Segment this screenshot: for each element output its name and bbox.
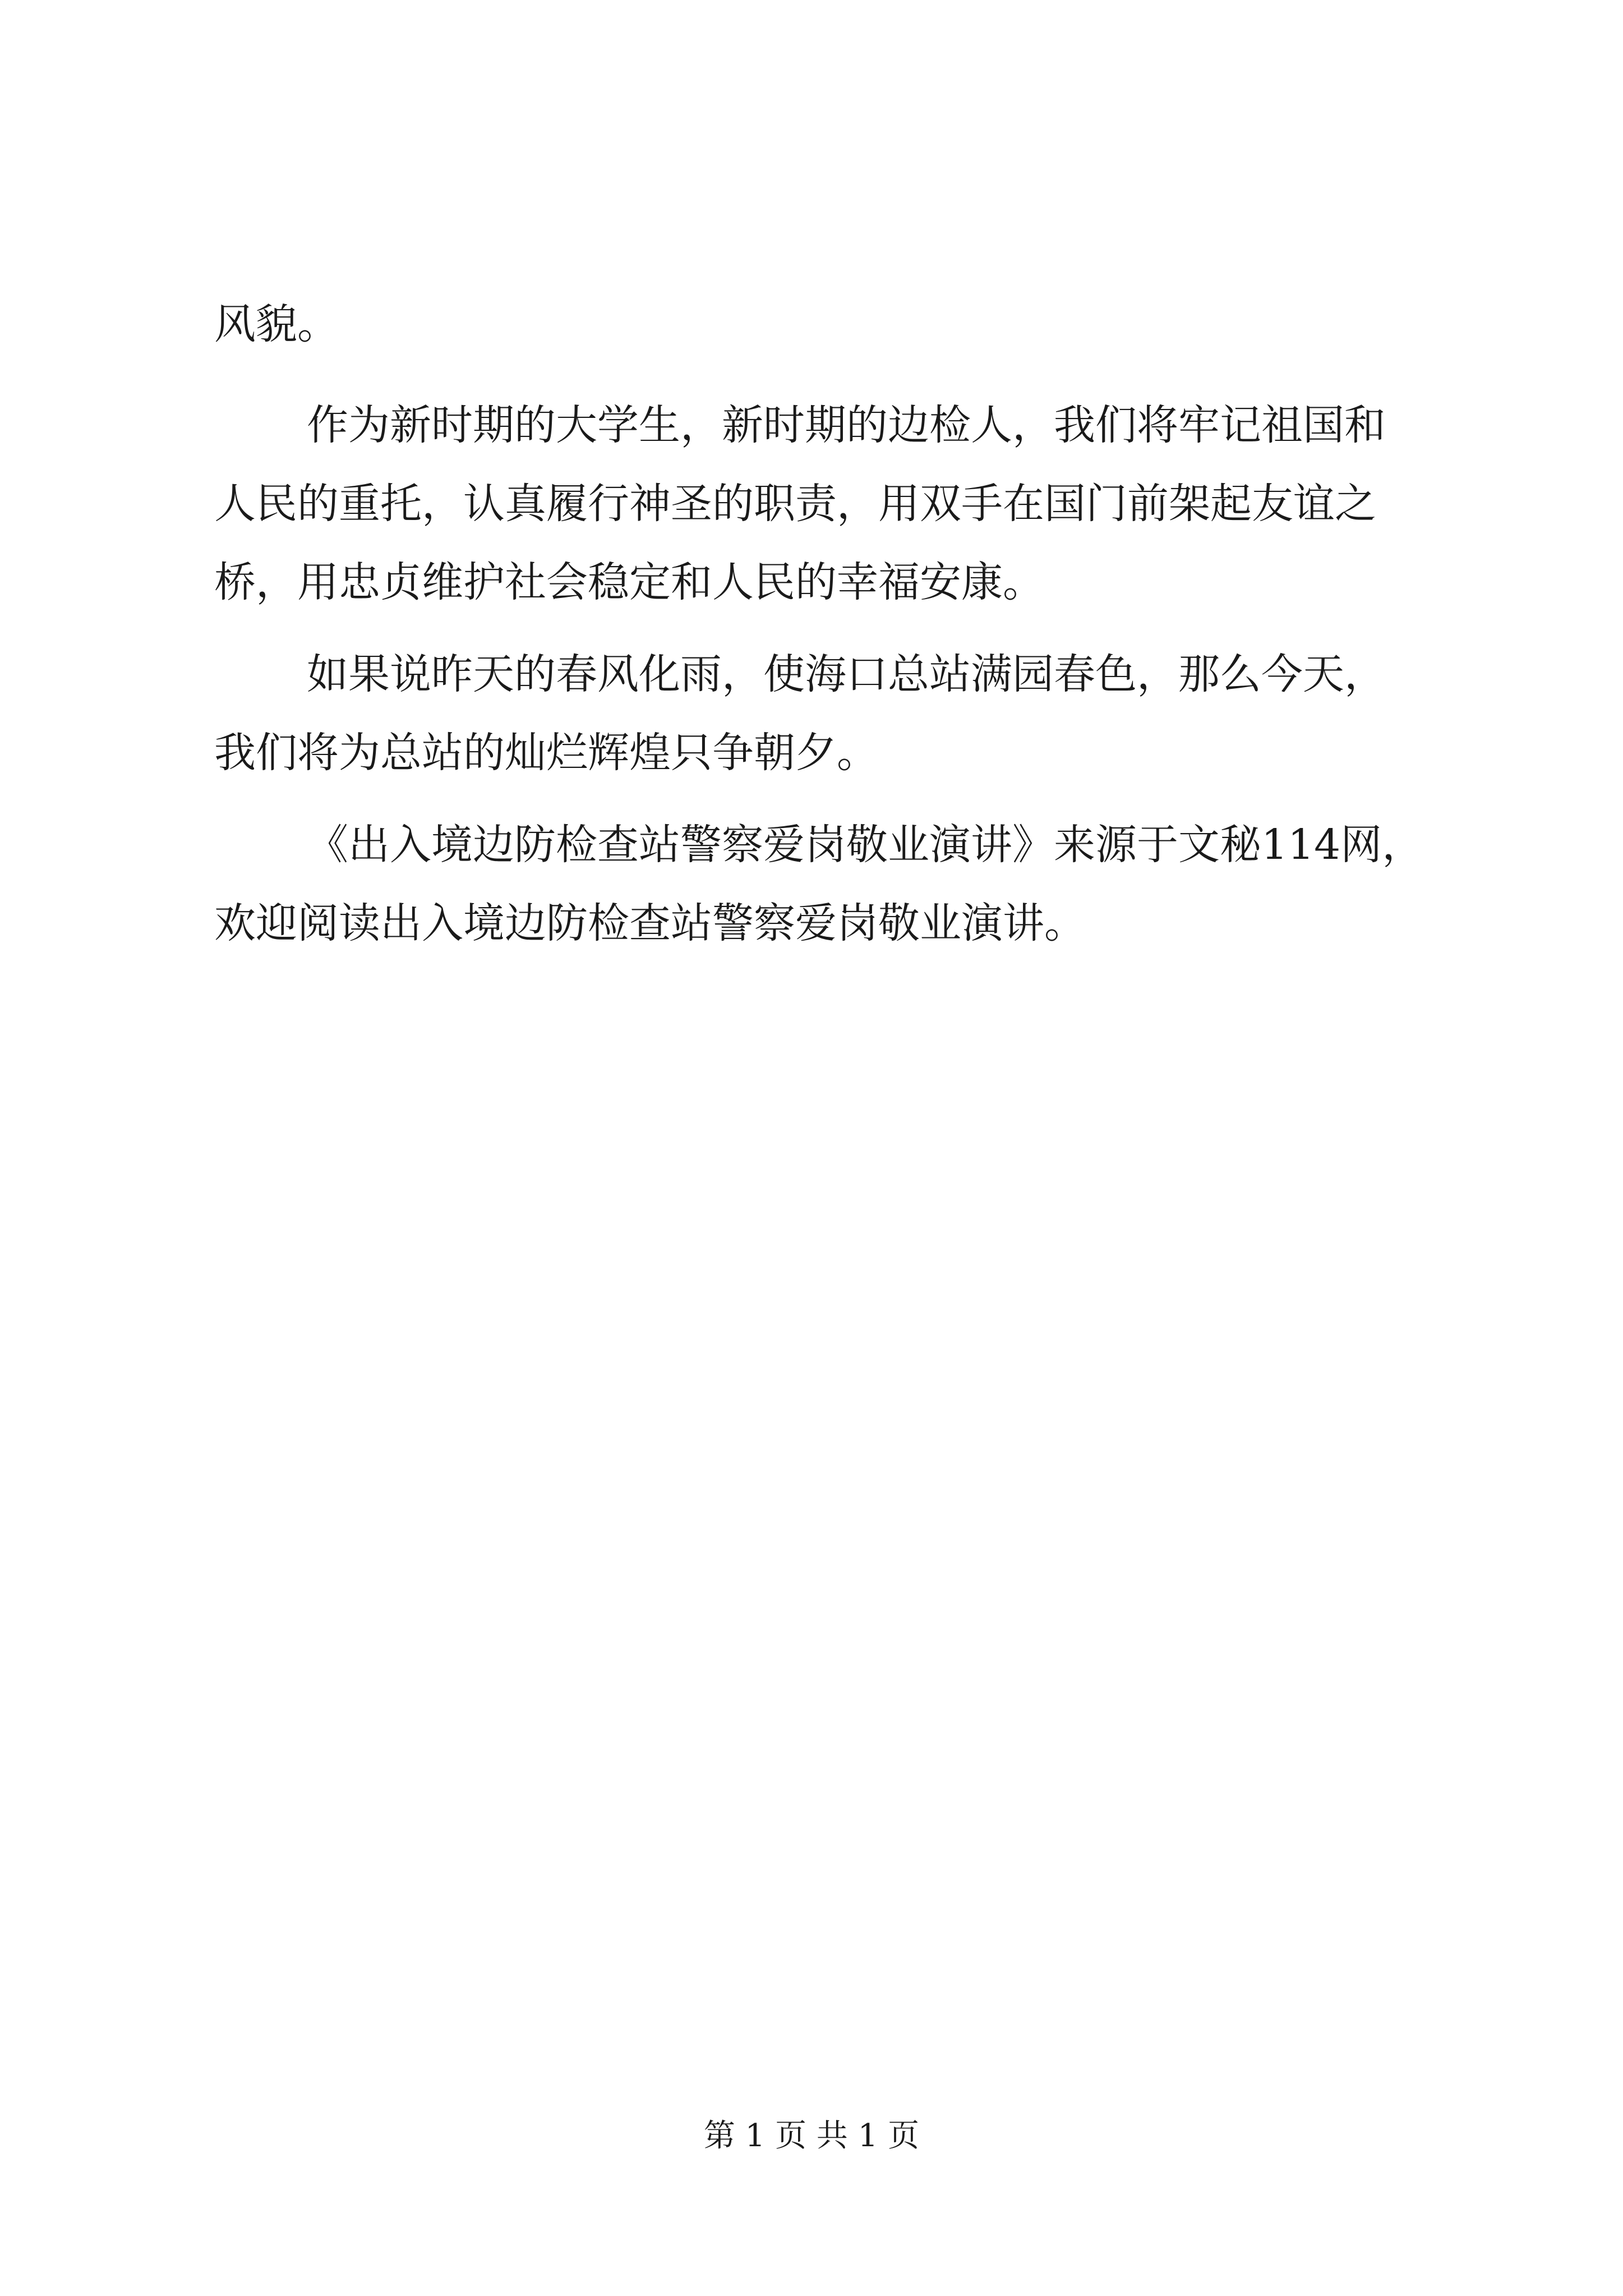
paragraph-2-line-1: 作为新时期的大学生，新时期的边检人，我们将牢记祖国和 xyxy=(307,401,1386,449)
paragraph-2-line-3: 桥，用忠贞维护社会稳定和人民的幸福安康。 xyxy=(214,558,1044,606)
paragraph-3-line-2: 我们将为总站的灿烂辉煌只争朝夕。 xyxy=(214,729,878,777)
paragraph-4-line-1: 《出入境边防检查站警察爱岗敬业演讲》来源于文秘114网， xyxy=(307,821,1424,869)
page-footer: 第 1 页 共 1 页 xyxy=(703,2118,920,2154)
paragraph-2-line-2: 人民的重托，认真履行神圣的职责，用双手在国门前架起友谊之 xyxy=(214,480,1376,528)
paragraph-1-line-1: 风貌。 xyxy=(214,300,339,348)
paragraph-4-line-2: 欢迎阅读出入境边防检查站警察爱岗敬业演讲。 xyxy=(214,899,1086,947)
paragraph-3-line-1: 如果说昨天的春风化雨，使海口总站满园春色，那么今天， xyxy=(307,650,1386,698)
